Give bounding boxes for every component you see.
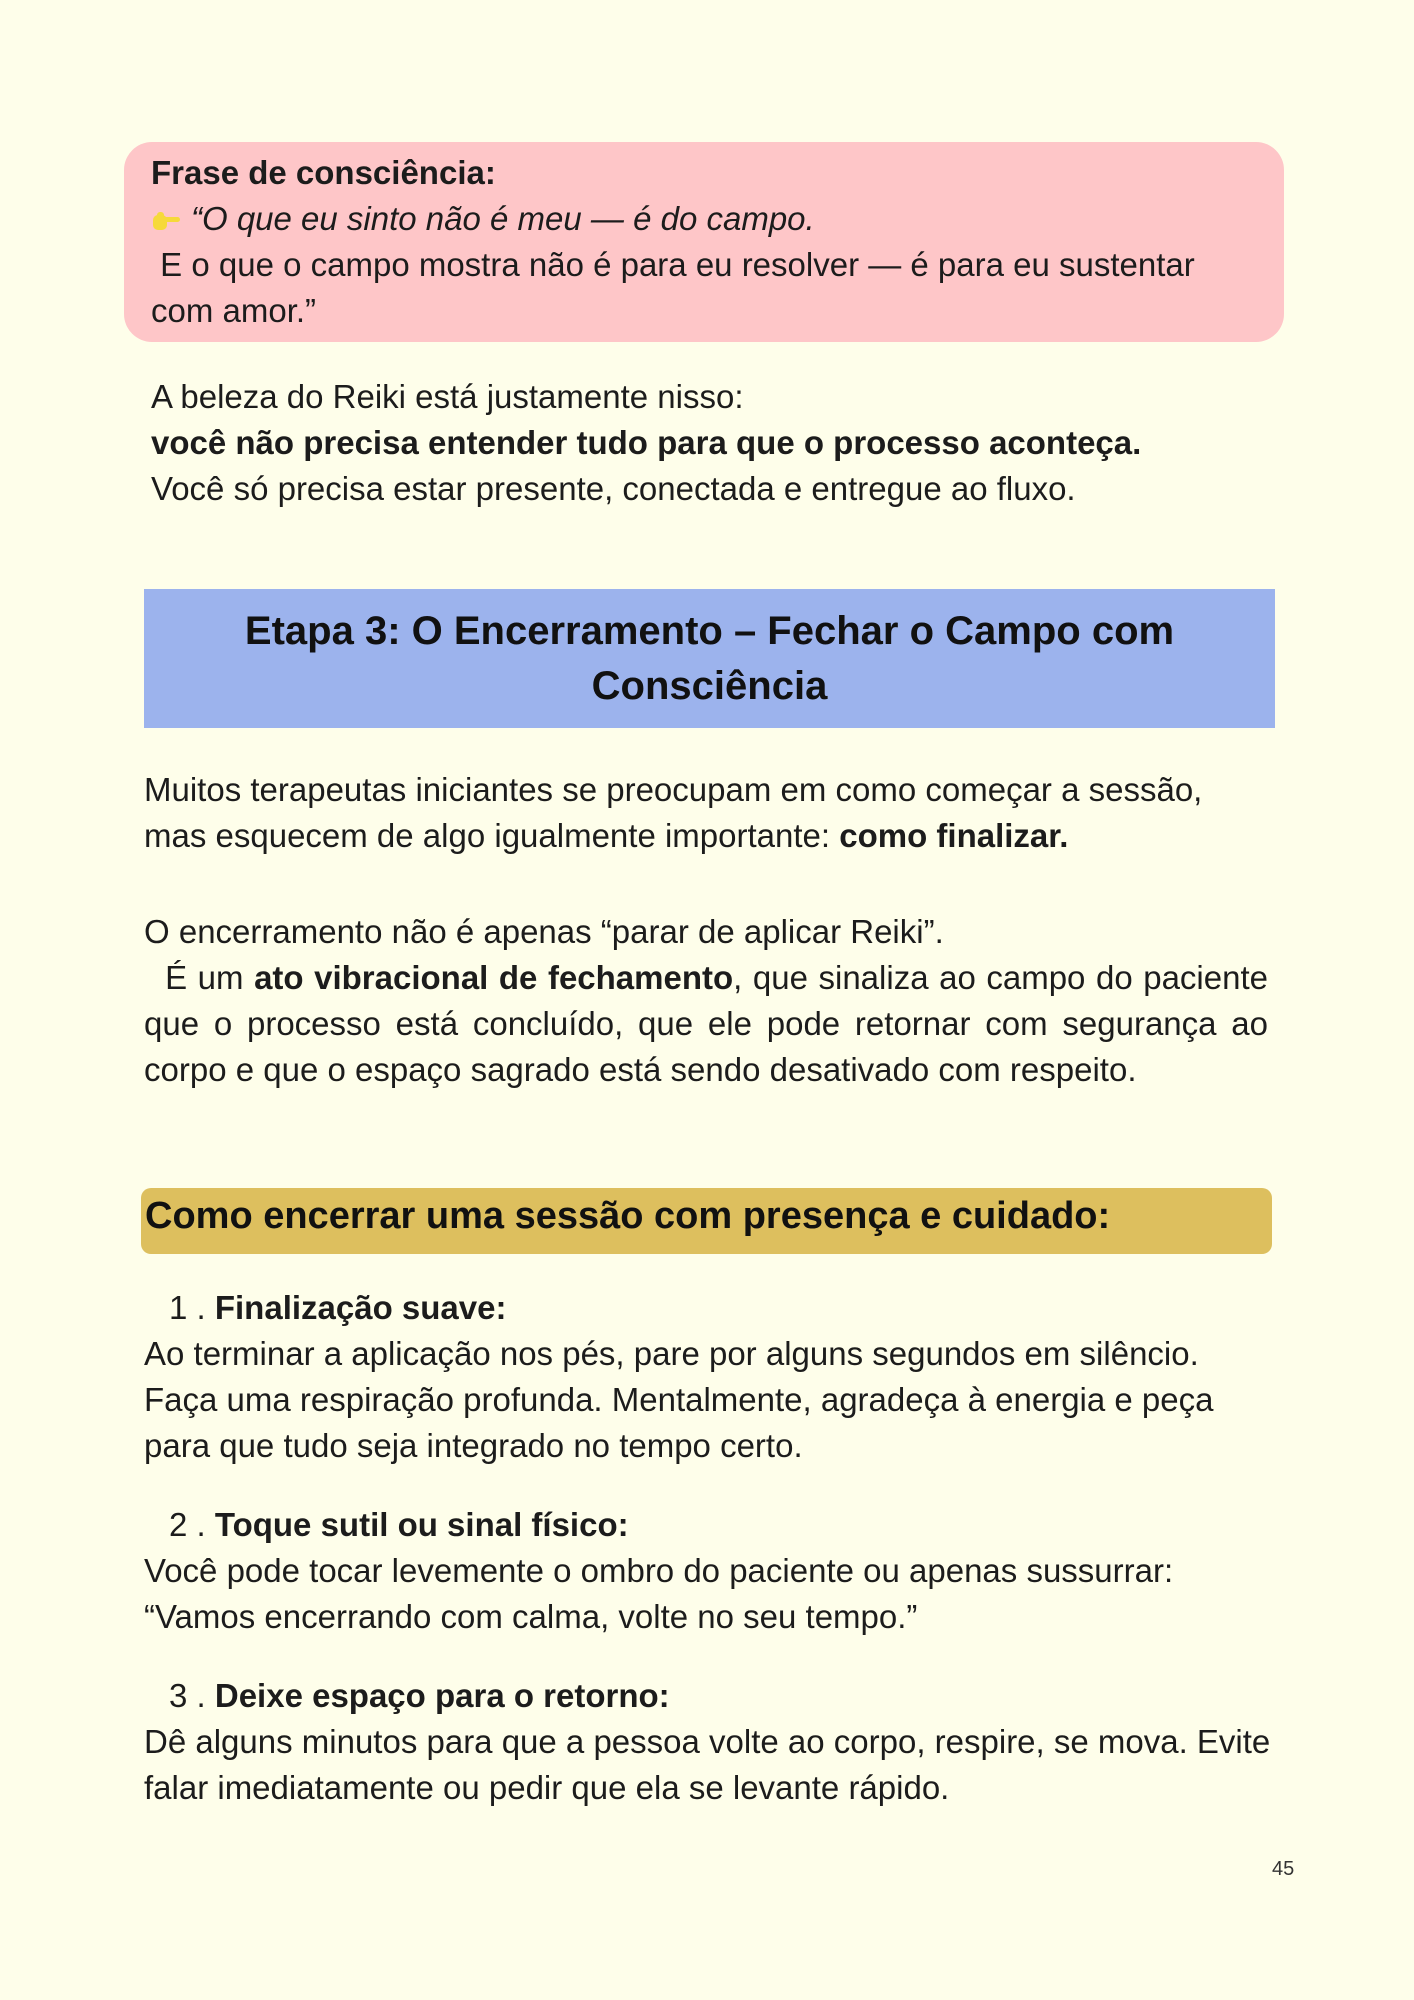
paragraph-closing [144,909,1268,1093]
intro-line: Você só precisa estar presente, conectada e entregue ao fluxo. [151,470,1076,507]
step-item [144,1502,1274,1640]
intro-bold-line: você não precisa entender tudo para que o processo aconteça. [151,424,1142,461]
awareness-phrase-box [124,142,1284,342]
stage-heading: Etapa 3: O Encerramento – Fechar o Campo com Consciência [144,589,1275,728]
step-title: 2 . Toque sutil ou sinal físico: [169,1506,629,1543]
paragraph-bold: ato vibracional de fechamento [254,959,734,996]
awareness-title: Frase de consciência: [151,154,496,191]
page-number: 45 [1272,1858,1295,1880]
paragraph-start-session [144,767,1268,859]
awareness-line3: com amor.” [151,292,317,329]
paragraph-text: Muitos terapeutas iniciantes se preocupam em como começar a sessão, mas esquecem de algo igualmente importante: [144,771,1203,854]
awareness-quote-line [151,196,1274,242]
step-item [144,1673,1274,1811]
paragraph-text: É um [144,959,255,996]
step-title: 3 . Deixe espaço para o retorno: [169,1677,670,1714]
section-heading: Como encerrar uma sessão com presença e cuidado: [141,1188,1272,1254]
intro-paragraph [151,374,1281,512]
awareness-quote: “O que eu sinto não é meu — é do campo. [191,200,815,237]
pointing-hand-icon [151,198,181,220]
paragraph-bold: como finalizar. [839,817,1069,854]
paragraph-text: , que sinaliza ao campo do paciente que o processo está concluído, que ele pode retornar com segurança ao corpo e que o espaço sagrado está sendo desativado com respeito. [144,959,1268,1088]
step-item [144,1285,1274,1469]
awareness-line2: E o que o campo mostra não é para eu resolver — é para eu sustentar [151,246,1195,283]
intro-line: A beleza do Reiki está justamente nisso: [151,378,744,415]
paragraph-line: O encerramento não é apenas “parar de aplicar Reiki”. [144,913,944,950]
step-body: Dê alguns minutos para que a pessoa volte ao corpo, respire, se mova. Evite falar imediatamente ou pedir que ela se levante rápido. [144,1723,1271,1806]
step-body: Você pode tocar levemente o ombro do paciente ou apenas sussurrar: “Vamos encerrando com calma, volte no seu tempo.” [144,1552,1174,1635]
step-title: 1 . Finalização suave: [169,1289,507,1326]
step-body: Ao terminar a aplicação nos pés, pare por alguns segundos em silêncio. Faça uma respiração profunda. Mentalmente, agradeça à energia e peça para que tudo seja integrado no tempo certo. [144,1335,1214,1464]
